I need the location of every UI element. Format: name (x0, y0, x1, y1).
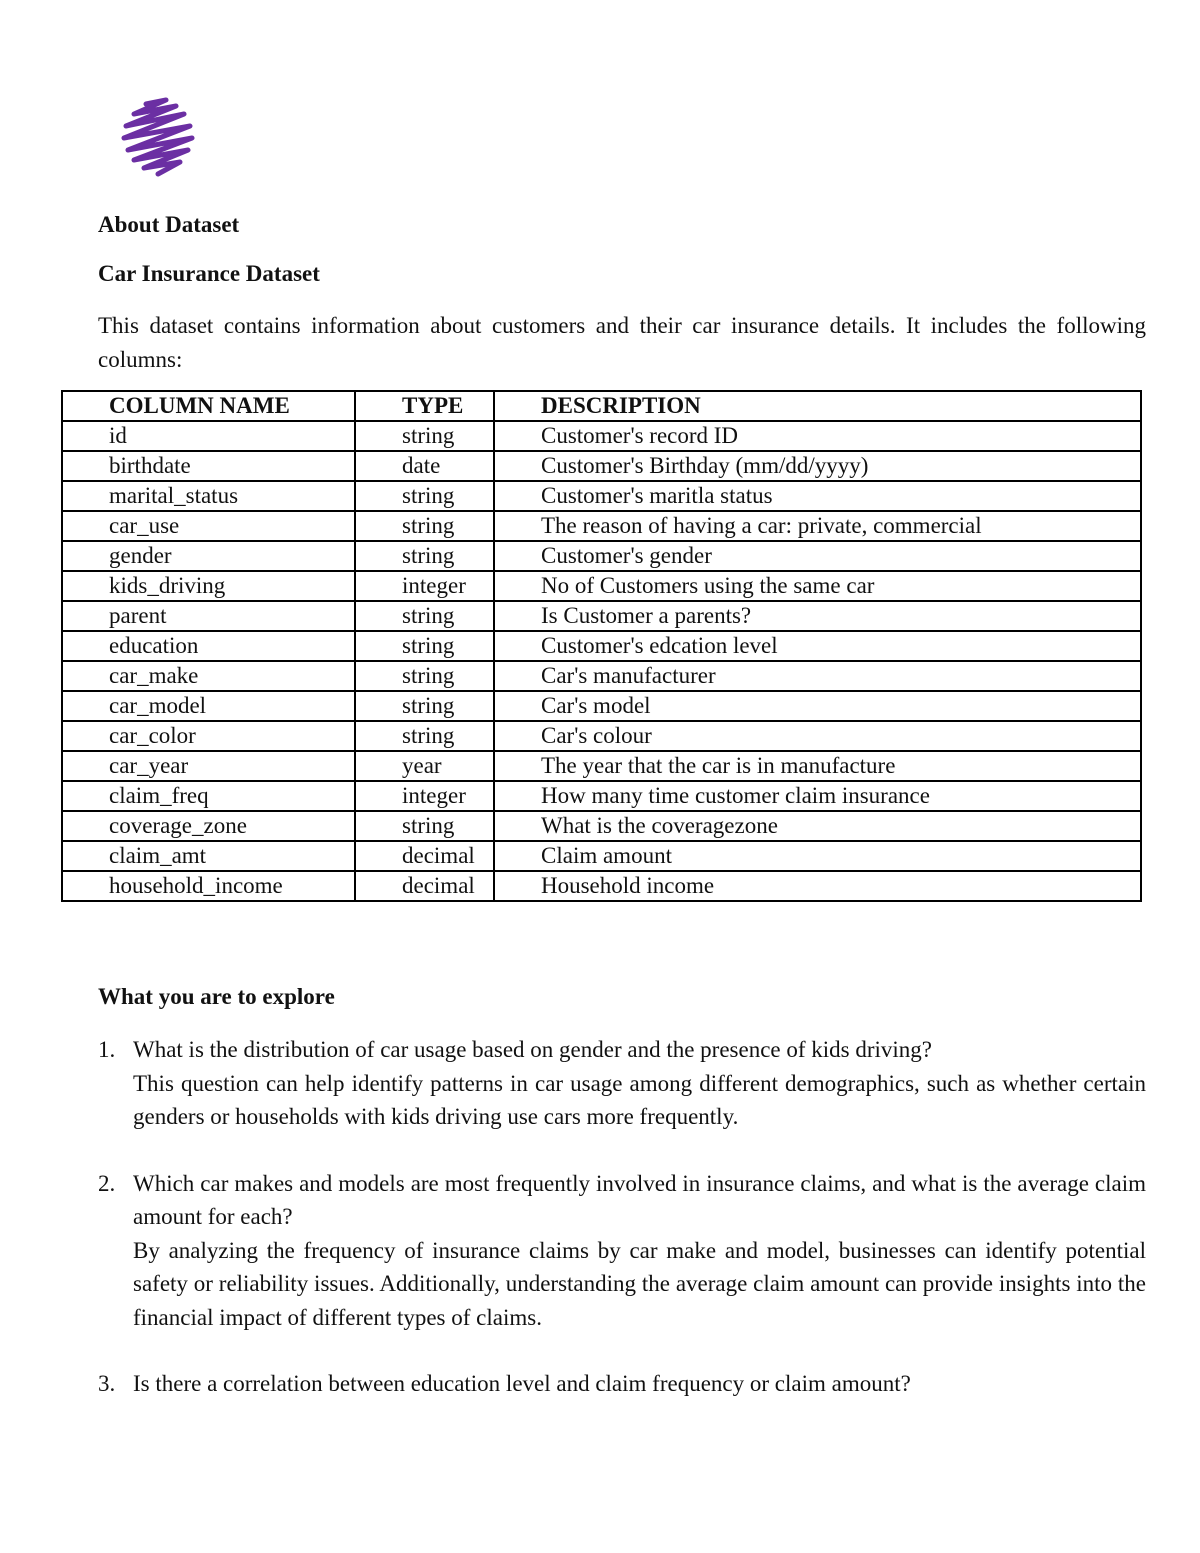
table-row (62, 481, 1141, 511)
cell-column-name: birthdate (62, 451, 355, 481)
cell-type: string (355, 541, 494, 571)
cell-type: date (355, 451, 494, 481)
cell-column-name: marital_status (62, 481, 355, 511)
question-list (98, 1033, 1146, 1434)
cell-description: How many time customer claim insurance (494, 781, 1141, 811)
header-description: DESCRIPTION (494, 391, 1141, 421)
cell-description: Customer's maritla status (494, 481, 1141, 511)
cell-column-name: education (62, 631, 355, 661)
cell-description: Claim amount (494, 841, 1141, 871)
cell-column-name: car_make (62, 661, 355, 691)
table-row (62, 781, 1141, 811)
cell-description: Customer's record ID (494, 421, 1141, 451)
cell-type: decimal (355, 841, 494, 871)
cell-column-name: parent (62, 601, 355, 631)
question-number: 2. (98, 1170, 116, 1196)
header-type: TYPE (355, 391, 494, 421)
table-row (62, 571, 1141, 601)
cell-description: Is Customer a parents? (494, 601, 1141, 631)
question-number: 1. (98, 1037, 116, 1062)
cell-description: Car's model (494, 691, 1141, 721)
about-dataset-heading: About Dataset (98, 212, 240, 237)
cell-type: year (355, 751, 494, 781)
cell-type: string (355, 601, 494, 631)
question-explanation: This question can help identify patterns in car usage among different demographics, such as whether certain genders or households with kids driving use cars more frequently. (133, 1070, 1146, 1129)
intro-paragraph: This dataset contains information about customers and their car insurance details. It includes the following columns: (98, 313, 1146, 372)
cell-description: The reason of having a car: private, commercial (494, 511, 1141, 541)
table-row (62, 721, 1141, 751)
cell-type: string (355, 421, 494, 451)
table-row (62, 421, 1141, 451)
table-row (62, 751, 1141, 781)
cell-column-name: car_year (62, 751, 355, 781)
purple-squiggle-logo-icon (118, 96, 198, 178)
table-row (62, 601, 1141, 631)
list-item (98, 1367, 1146, 1401)
table-row (62, 661, 1141, 691)
columns-table (61, 390, 1142, 902)
cell-description: The year that the car is in manufacture (494, 751, 1141, 781)
table-row (62, 631, 1141, 661)
cell-column-name: household_income (62, 871, 355, 901)
cell-column-name: coverage_zone (62, 811, 355, 841)
cell-column-name: claim_freq (62, 781, 355, 811)
cell-type: string (355, 691, 494, 721)
table-body (62, 421, 1141, 901)
cell-description: What is the coveragezone (494, 811, 1141, 841)
cell-description: Customer's Birthday (mm/dd/yyyy) (494, 451, 1141, 481)
table-row (62, 691, 1141, 721)
cell-description: Household income (494, 871, 1141, 901)
question-text: What is the distribution of car usage based on gender and the presence of kids driving? (133, 1037, 933, 1062)
cell-type: decimal (355, 871, 494, 901)
cell-type: string (355, 481, 494, 511)
cell-type: string (355, 721, 494, 751)
table-row (62, 541, 1141, 571)
question-text: Which car makes and models are most frequently involved in insurance claims, and what is the average claim amount for each? (133, 1170, 1146, 1229)
cell-type: integer (355, 781, 494, 811)
cell-description: Customer's gender (494, 541, 1141, 571)
cell-column-name: kids_driving (62, 571, 355, 601)
cell-column-name: car_color (62, 721, 355, 751)
dataset-title: Car Insurance Dataset (98, 261, 320, 286)
cell-description: Car's colour (494, 721, 1141, 751)
question-number: 3. (98, 1371, 116, 1396)
table-row (62, 811, 1141, 841)
table-row (62, 451, 1141, 481)
table-row (62, 871, 1141, 901)
cell-column-name: car_use (62, 511, 355, 541)
header-column-name: COLUMN NAME (62, 391, 355, 421)
cell-column-name: id (62, 421, 355, 451)
cell-type: string (355, 811, 494, 841)
list-item (98, 1033, 1146, 1134)
explore-heading: What you are to explore (98, 984, 335, 1009)
question-text: Is there a correlation between education level and claim frequency or claim amount? (133, 1371, 911, 1396)
cell-column-name: claim_amt (62, 841, 355, 871)
cell-column-name: car_model (62, 691, 355, 721)
cell-type: string (355, 661, 494, 691)
cell-description: Customer's edcation level (494, 631, 1141, 661)
cell-type: integer (355, 571, 494, 601)
cell-type: string (355, 631, 494, 661)
table-header-row (62, 391, 1141, 421)
question-explanation: By analyzing the frequency of insurance claims by car make and model, businesses can identify potential safety or reliability issues. Additionally, understanding the average claim amount can provide insights into the financial impact of different types of claims. (133, 1237, 1146, 1330)
cell-column-name: gender (62, 541, 355, 571)
list-item (98, 1167, 1146, 1335)
table-row (62, 841, 1141, 871)
cell-type: string (355, 511, 494, 541)
cell-description: No of Customers using the same car (494, 571, 1141, 601)
cell-description: Car's manufacturer (494, 661, 1141, 691)
table-row (62, 511, 1141, 541)
